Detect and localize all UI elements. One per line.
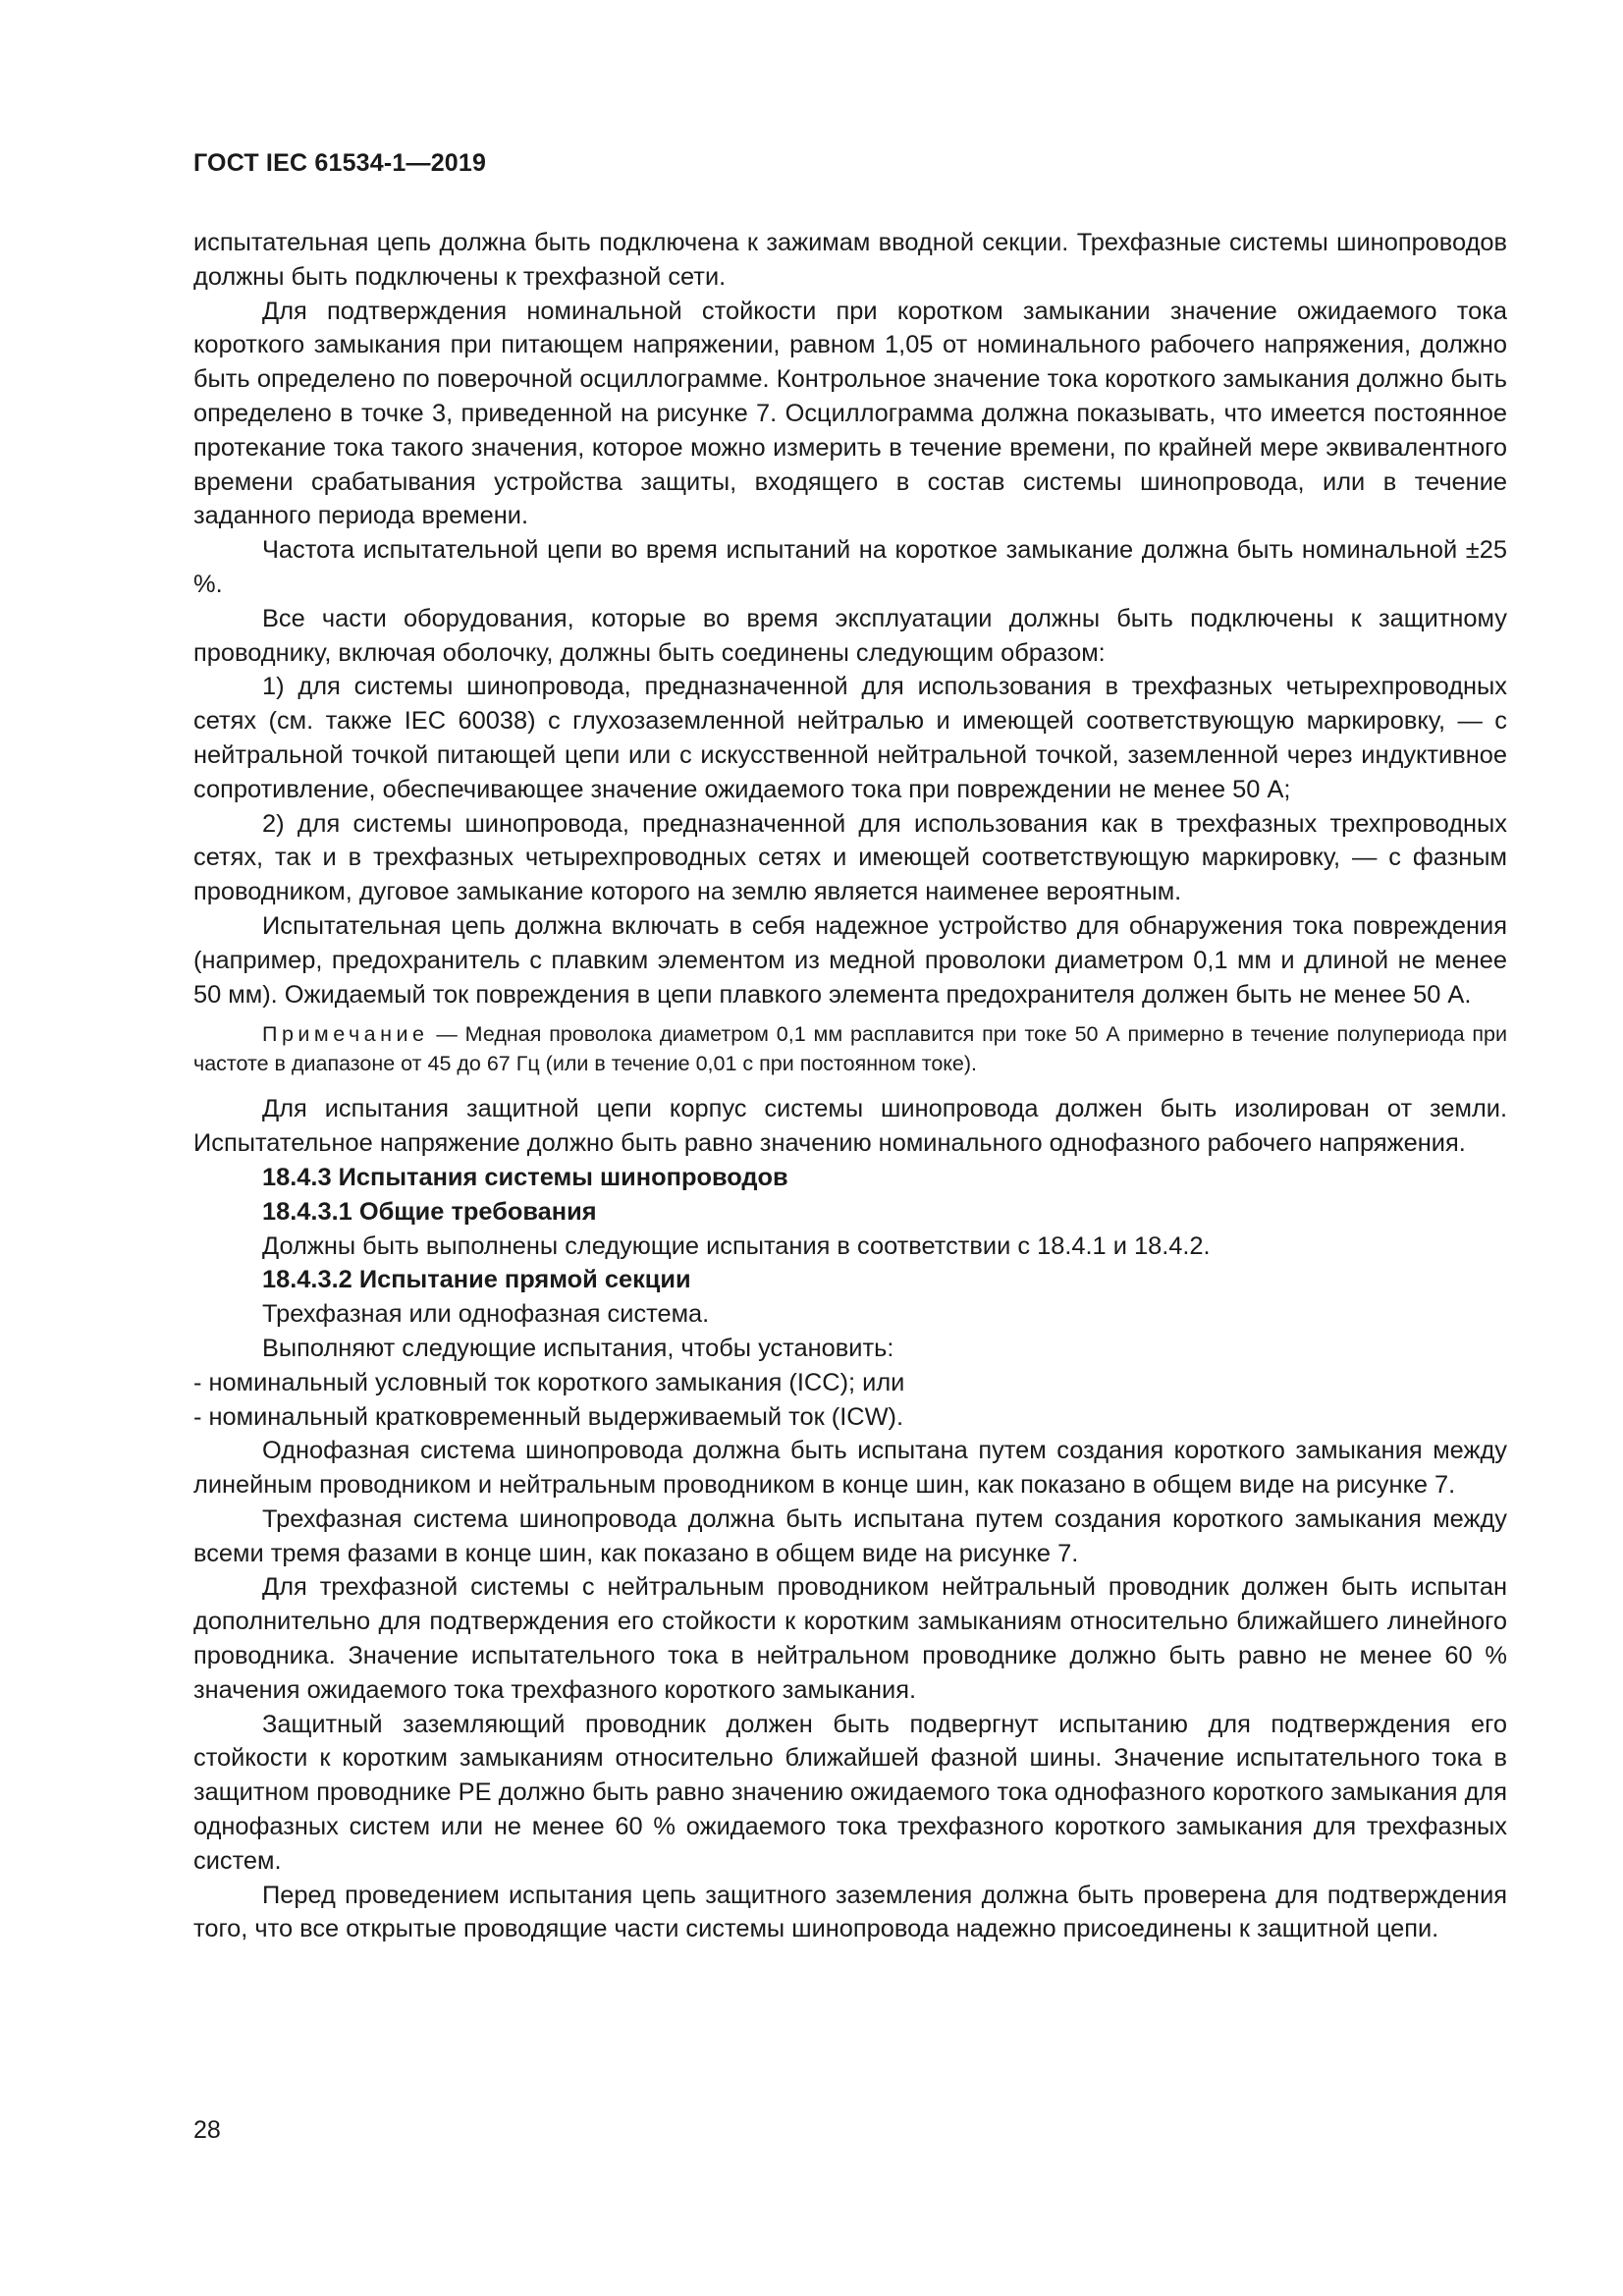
body-paragraph: Частота испытательной цепи во время испытаний на короткое замыкание должна быть номинальной ±25 %. [193,536,1507,598]
list-item: 1) для системы шинопровода, предназначенной для использования в трехфазных четырехпроводных сетях (см. также IEC 60038) с глухозаземленной нейтралью и имеющей соответствующую маркировку, — с нейтральной точкой питающей цепи или с искусственной нейтральной точкой, заземленной через индуктивное сопротивление, обеспечивающее значение ожидаемого тока при повреждении не менее 50 А; [193,673,1507,803]
note-text: — Медная проволока диаметром 0,1 мм расплавится при токе 50 А примерно в течение полупериода при частоте в диапазоне от 45 до 67 Гц (или в течение 0,01 с при постоянном токе). [193,1022,1507,1076]
list-item: - номинальный кратковременный выдерживаемый ток (ICW). [193,1402,904,1431]
list-item: - номинальный условный ток короткого замыкания (ICC); или [193,1368,905,1396]
page-number: 28 [193,2116,221,2144]
body-paragraph: Испытательная цепь должна включать в себя надежное устройство для обнаружения тока повреждения (например, предохранитель с плавким элементом из медной проволоки диаметром 0,1 мм и длиной не менее 50 мм). Ожидаемый ток повреждения в цепи плавкого элемента предохранителя должен быть не менее 50 А. [193,911,1507,1009]
section-heading: 18.4.3.1 Общие требования [262,1197,597,1226]
body-paragraph: Трехфазная или однофазная система. [262,1300,710,1329]
document-header: ГОСТ IEC 61534-1—2019 [193,149,487,177]
body-paragraph: Все части оборудования, которые во время эксплуатации должны быть подключены к защитному проводнику, включая оболочку, должны быть соединены следующим образом: [193,604,1507,667]
body-paragraph: Для подтверждения номинальной стойкости при коротком замыкании значение ожидаемого тока короткого замыкания при питающем напряжении, равном 1,05 от номинального рабочего напряжения, должно быть определено по поверочной осциллограмме. Контрольное значение тока короткого замыкания должно быть определено в точке 3, приведенной на рисунке 7. Осциллограмма должна показывать, что имеется постоянное протекание тока такого значения, которое можно измерить в течение времени, по крайней мере эквивалентного времени срабатывания устройства защиты, входящего в состав системы шинопровода, или в течение заданного периода времени. [193,297,1507,530]
list-item: 2) для системы шинопровода, предназначенной для использования как в трехфазных трехпроводных сетях, так и в трехфазных четырехпроводных сетях и имеющей соответствующую маркировку, — с фазным проводником, дуговое замыкание которого на землю является наименее вероятным. [193,809,1507,906]
body-paragraph: Защитный заземляющий проводник должен быть подвергнут испытанию для подтверждения его стойкости к коротким замыканиям относительно ближайшей фазной шины. Значение испытательного тока в защитном проводнике РЕ должно быть равно значению ожидаемого тока однофазного короткого замыкания для однофазных систем или не менее 60 % ожидаемого тока трехфазного короткого замыкания для трехфазных систем. [193,1710,1507,1875]
body-paragraph: Трехфазная система шинопровода должна быть испытана путем создания короткого замыкания между всеми тремя фазами в конце шин, как показано в общем виде на рисунке 7. [193,1504,1507,1567]
body-paragraph: Однофазная система шинопровода должна быть испытана путем создания короткого замыкания между линейным проводником и нейтральным проводником в конце шин, как показано в общем виде на рисунке 7. [193,1437,1507,1500]
section-heading: 18.4.3 Испытания системы шинопроводов [262,1163,788,1191]
section-heading: 18.4.3.2 Испытание прямой секции [262,1266,691,1294]
page-body [193,226,1507,1946]
body-paragraph: Выполняют следующие испытания, чтобы установить: [262,1334,894,1362]
note [193,1019,1507,1078]
note-label: Примечание [262,1022,429,1047]
body-paragraph: Для испытания защитной цепи корпус системы шинопровода должен быть изолирован от земли. Испытательное напряжение должно быть равно значению номинального однофазного рабочего напряжения. [193,1095,1507,1158]
body-paragraph: Перед проведением испытания цепь защитного заземления должна быть проверена для подтверждения того, что все открытые проводящие части системы шинопровода надежно присоединены к защитной цепи. [193,1881,1507,1943]
body-paragraph: Для трехфазной системы с нейтральным проводником нейтральный проводник должен быть испытан дополнительно для подтверждения его стойкости к коротким замыканиям относительно ближайшего линейного проводника. Значение испытательного тока в нейтральном проводнике должно быть равно не менее 60 % значения ожидаемого тока трехфазного короткого замыкания. [193,1573,1507,1704]
body-paragraph: испытательная цепь должна быть подключена к зажимам вводной секции. Трехфазные системы шинопроводов должны быть подключены к трехфазной сети. [193,229,1507,291]
body-paragraph: Должны быть выполнены следующие испытания в соответствии с 18.4.1 и 18.4.2. [262,1231,1211,1260]
